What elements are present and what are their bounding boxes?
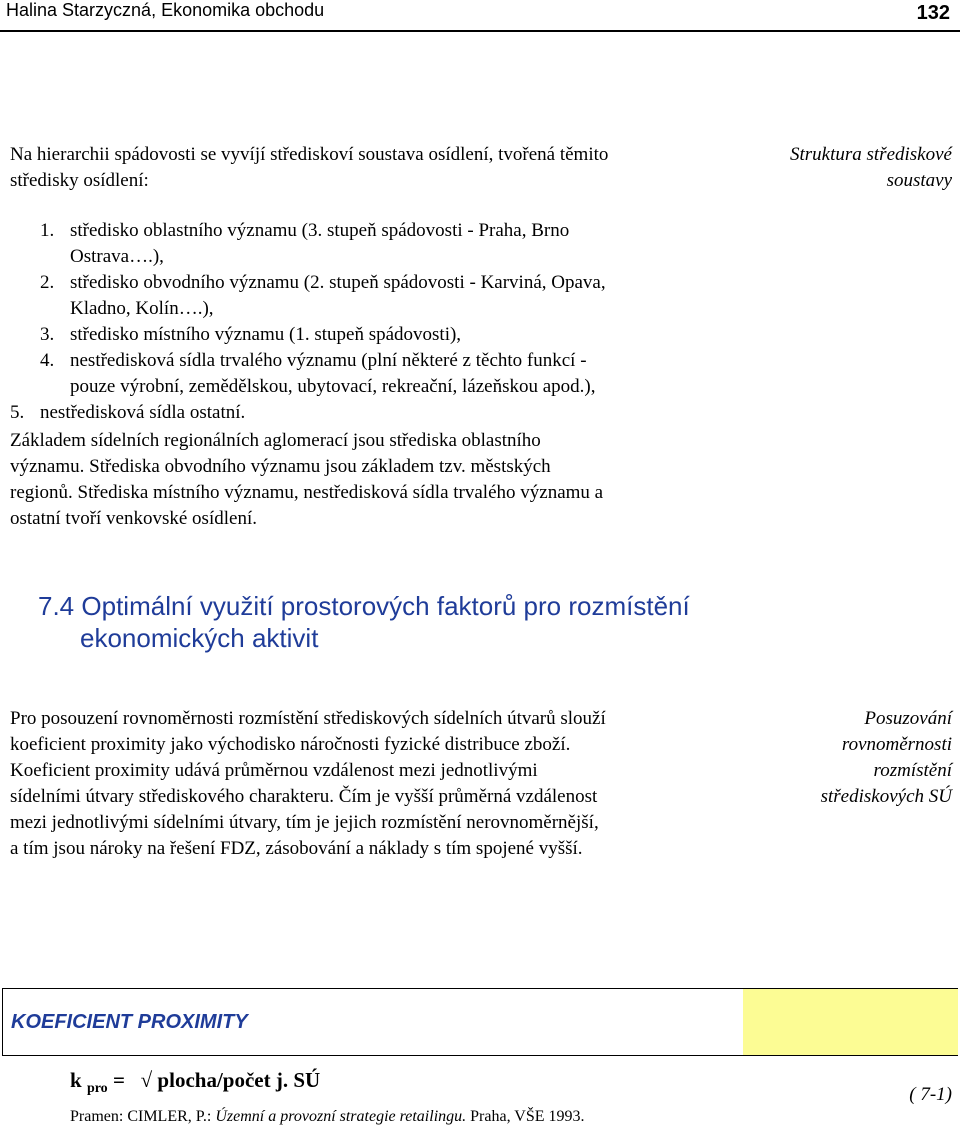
text-line: ostatní tvoří venkovské osídlení.: [10, 508, 257, 529]
list-number: 1.: [40, 220, 55, 241]
margin-line: Posuzování: [864, 708, 952, 729]
aglomeration-paragraph: [10, 428, 730, 532]
running-header: Halina Starzyczná, Ekonomika obchodu: [6, 0, 325, 20]
text-line: Na hierarchii spádovosti se vyvíjí střediskoví soustava osídlení, tvořená těmito: [10, 144, 609, 165]
list-number: 4.: [40, 350, 55, 371]
section-title-line1: Optimální využití prostorových faktorů pro rozmístění: [81, 591, 690, 621]
text-line: sídelními útvary střediskového charakteru. Čím je vyšší průměrná vzdálenost: [10, 786, 598, 807]
page-number: 132: [916, 2, 950, 24]
margin-line: rozmístění: [873, 760, 952, 781]
formula-symbol: k: [70, 1068, 82, 1092]
list-text: Kladno, Kolín….),: [70, 298, 214, 319]
list-text: středisko oblastního významu (3. stupeň spádovosti - Praha, Brno: [70, 220, 570, 241]
text-line: Pro posouzení rovnoměrnosti rozmístění střediskových sídelních útvarů slouží: [10, 708, 606, 729]
text-line: mezi jednotlivými sídelními útvary, tím je jejich rozmístění nerovnoměrnější,: [10, 812, 599, 833]
source-citation: [70, 1108, 585, 1126]
proximity-paragraph: [10, 706, 730, 862]
text-line: koeficient proximity jako východisko náročnosti fyzické distribuce zboží.: [10, 734, 571, 755]
margin-line: Struktura střediskové: [789, 144, 952, 165]
section-title-line2: ekonomických aktivit: [80, 623, 319, 653]
margin-note-evaluation: [742, 706, 952, 810]
text-line: středisky osídlení:: [10, 170, 149, 191]
list-text: Ostrava….),: [70, 246, 164, 267]
list-number: 3.: [40, 324, 55, 345]
list-text: nestředisková sídla ostatní.: [40, 402, 246, 423]
text-line: a tím jsou nároky na řešení FDZ, zásobování a náklady s tím spojené vyšší.: [10, 838, 583, 859]
source-suffix: Praha, VŠE 1993.: [466, 1108, 585, 1125]
margin-line: soustavy: [886, 170, 952, 191]
list-text: středisko obvodního významu (2. stupeň spádovosti - Karviná, Opava,: [70, 272, 606, 293]
list-number: 2.: [40, 272, 55, 293]
box-title: KOEFICIENT PROXIMITY: [11, 1011, 248, 1033]
proximity-box: [2, 988, 958, 1056]
formula-expression: = √ plocha/počet j. SÚ: [112, 1068, 321, 1092]
list-item: [10, 270, 735, 322]
proximity-formula: [70, 1068, 320, 1097]
list-item: [10, 348, 735, 400]
margin-line: střediskových SÚ: [820, 786, 952, 807]
page-header: [0, 0, 960, 32]
source-title: Územní a provozní strategie retailingu.: [215, 1108, 467, 1125]
margin-line: rovnoměrnosti: [841, 734, 952, 755]
source-prefix: Pramen: CIMLER, P.:: [70, 1108, 216, 1125]
text-line: regionů. Střediska místního významu, nestředisková sídla trvalého významu a: [10, 482, 604, 503]
section-heading: [38, 590, 818, 654]
list-text: pouze výrobní, zemědělskou, ubytovací, rekreační, lázeňskou apod.),: [70, 376, 596, 397]
list-item: [10, 400, 735, 426]
intro-paragraph: [10, 142, 730, 194]
settlement-list: [10, 218, 735, 426]
equation-number: ( 7-1): [909, 1084, 952, 1105]
formula-subscript: pro: [86, 1081, 108, 1097]
text-line: Základem sídelních regionálních aglomerací jsou střediska oblastního: [10, 430, 541, 451]
text-line: Koeficient proximity udává průměrnou vzdálenost mezi jednotlivými: [10, 760, 538, 781]
margin-note-structure: [742, 142, 952, 194]
list-text: středisko místního významu (1. stupeň spádovosti),: [70, 324, 462, 345]
list-item: [10, 322, 735, 348]
list-item: [10, 218, 735, 270]
list-text: nestředisková sídla trvalého významu (plní některé z těchto funkcí -: [70, 350, 587, 371]
text-line: významu. Střediska obvodního významu jsou základem tzv. městských: [10, 456, 551, 477]
section-number: 7.4: [38, 591, 75, 621]
list-number: 5.: [10, 402, 25, 423]
highlight-cell: [743, 989, 958, 1055]
